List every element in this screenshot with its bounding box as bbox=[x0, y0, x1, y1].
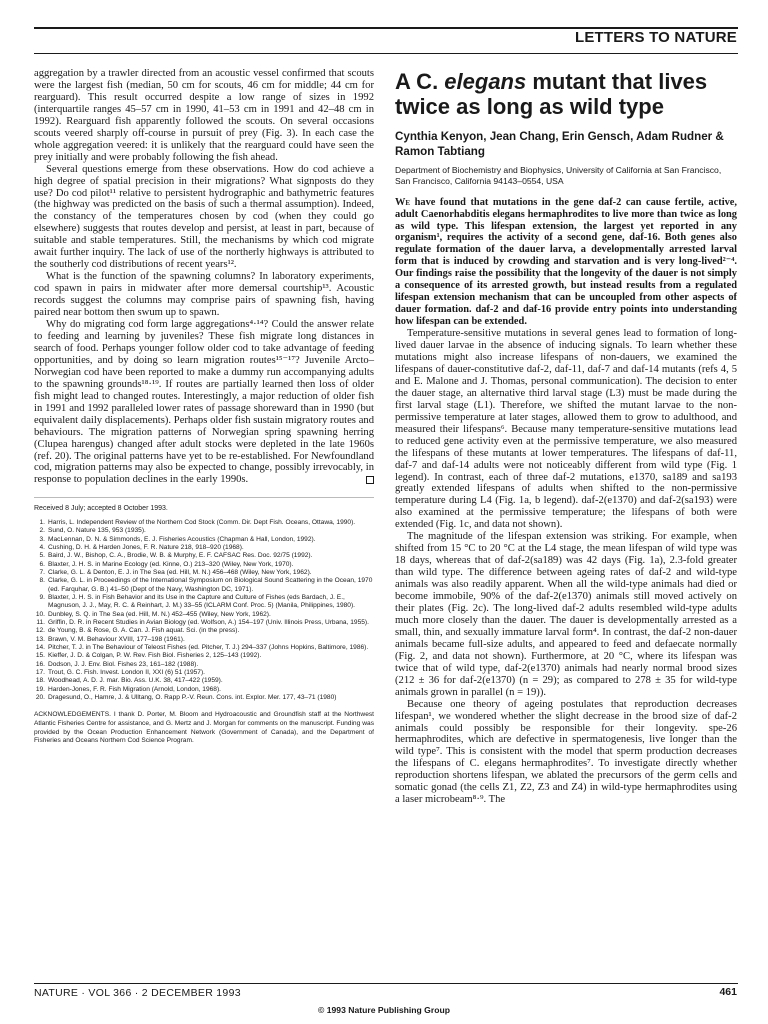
reference-text: Sund, O. Nature 135, 953 (1935). bbox=[48, 527, 146, 535]
reference-number: 16. bbox=[35, 660, 45, 668]
footer-rule bbox=[34, 983, 738, 984]
reference-text: Blaxter, J. H. S. in Marine Ecology (ed. Kinne, O.) 213–320 (Wiley, New York, 1970). bbox=[48, 560, 294, 568]
reference-text: Harris, L. Independent Review of the Northern Cod Stock (Comm. Dir. Dept Fish. Oceans, Ottawa, 1990). bbox=[48, 518, 356, 526]
reference-item bbox=[34, 594, 374, 611]
reference-text: Griffin, D. R. in Recent Studies in Avian Biology (ed. Wolfson, A.) 154–197 (Univ. Illinois Press, Urbana, 1955). bbox=[48, 618, 369, 626]
reference-item bbox=[34, 619, 374, 627]
copyright-line: © 1993 Nature Publishing Group bbox=[318, 1005, 450, 1015]
reference-number: 15. bbox=[35, 652, 45, 660]
reference-number: 14. bbox=[35, 644, 45, 652]
reference-item bbox=[34, 652, 374, 660]
reference-item bbox=[34, 544, 374, 552]
reference-item bbox=[34, 644, 374, 652]
received-line: Received 8 July; accepted 8 October 1993. bbox=[34, 497, 374, 514]
header-rule bbox=[34, 53, 738, 54]
reference-number: 17. bbox=[35, 669, 45, 677]
reference-item bbox=[34, 561, 374, 569]
reference-number: 18. bbox=[35, 677, 45, 685]
reference-item bbox=[34, 694, 374, 702]
reference-text: de Young, B. & Rose, G. A. Can. J. Fish aquat. Sci. (in the press). bbox=[48, 627, 240, 635]
reference-text: Harden-Jones, F. R. Fish Migration (Arnold, London, 1968). bbox=[48, 685, 221, 693]
article-paragraph: Because one theory of ageing postulates that reproduction decreases lifespan¹, we wondered whether the slight decrease in the brood size of daf-2 animals could possibly be responsible for their longevity. spe-26 hermaphrodites, which are defective in spermatogenesis, live longer than the wild type⁷. This is consistent with the model that sperm production decreases the lifespans of C. elegans hermaphrodites⁷. To investigate directly whether reproduction shortens lifespan, we ablated the precursors of the germ cells and somatic gonad (the cells Z1, Z2, Z3 and Z4) in wild-type hermaphrodites using a laser microbeam⁸·⁹. The bbox=[395, 698, 737, 806]
reference-item bbox=[34, 577, 374, 594]
reference-text: Trout, G. C. Fish. Invest. London II, XXI (6) 51 (1957). bbox=[48, 669, 205, 677]
left-paragraph: What is the function of the spawning columns? In laboratory experiments, cod spawn in pairs in midwater after more demersal courtship¹³. Acoustic records suggest the columns may comprise pairs of spawning fish, having paired near bottom then swum up to spawn. bbox=[34, 271, 374, 319]
reference-number: 10. bbox=[35, 610, 45, 618]
reference-number: 7. bbox=[39, 568, 45, 576]
reference-text: Clarke, G. L. in Proceedings of the International Symposium on Biological Sound Scattering in the Ocean, 1970 (ed. Farquhar, G. B.) 41–50 (Dept of the Navy, Washington DC, 1971). bbox=[48, 577, 373, 593]
article-body bbox=[395, 328, 737, 806]
reference-text: Dodson, J. J. Env. Biol. Fishes 23, 161–182 (1988). bbox=[48, 660, 199, 668]
reference-item bbox=[34, 686, 374, 694]
reference-text: Brawn, V. M. Behaviour XVIII, 177–198 (1961). bbox=[48, 635, 185, 643]
reference-number: 20. bbox=[35, 694, 45, 702]
left-paragraph-last bbox=[34, 319, 374, 486]
article-abstract bbox=[395, 197, 737, 328]
reference-item bbox=[34, 677, 374, 685]
reference-number: 3. bbox=[39, 535, 45, 543]
reference-text: Kieffer, J. D. & Colgan, P. W. Rev. Fish Biol. Fisheries 2, 125–143 (1992). bbox=[48, 652, 262, 660]
reference-item bbox=[34, 569, 374, 577]
article-paragraph: Temperature-sensitive mutations in several genes lead to formation of long-lived dauer larvae in the absence of inducing signals. To learn whether these mutations might also increase lifespans of non-dauers, we examined the lifespans of dauer-constitutive daf-2, daf-11, daf-7 and daf-14 mutants (refs 4, 5 and E. Malone and J. Thomas, personal communication). The decision to enter the dauer stage, an alternative third larval stage (L3) must be made during the first larval stage (L1). Therefore, we shifted the mutant larvae to the non-permissive temperature at later stages, allowed them to grow to adulthood, and measured their lifespans⁶. Because many temperature-sensitive mutations lead to reduced gene activity even at the permissive temperature, we also measured the lifespans of these mutants at lower temperatures. The lifespans of daf-11, daf-7 and daf-14 adults were not noticeably different from wild type (Fig. 1 legend). In contrast, each of three daf-2 mutations, e1370, sa189 and sa193 greatly extended lifespans of adults when shifted to the non-permissive temperature during L4 (Fig. 1a, b legend). daf-2(e1370) and daf-2(sa193) were also examined at the permissive temperature; the lifespans of both were extended (Fig. 1c, and data not shown). bbox=[395, 328, 737, 531]
left-paragraph: Several questions emerge from these observations. How do cod achieve a high degree of spatial precision in their migrations? What signposts do they use? Do cod pilot¹¹ relative to persistent hydrographic and bathymetric features (the highway was predicted on the basis of such a thermal assumption). Indeed, the constancy of the temperatures chosen by cod (when they could go elsewhere) suggests that routes develop and persist, at least in part, because of suitable and stable temperatures. Still, the mechanisms by which cod migrate await further inquiry. The lack of use of the northerly highways is attributed to the southerly cod distributions of recent years¹². bbox=[34, 163, 374, 271]
reference-number: 2. bbox=[39, 527, 45, 535]
article-title-species: elegans bbox=[444, 69, 527, 94]
references-list bbox=[34, 519, 374, 703]
reference-item bbox=[34, 627, 374, 635]
reference-item bbox=[34, 611, 374, 619]
left-paragraph-text: Why do migrating cod form large aggregations⁴·¹⁴? Could the answer relate to feeding and learning by juveniles? These fish migrate long distances in search of food. Perhaps younger follow older cod to take advantage of feeding opportunities, and by doing so learn migration routes¹⁵⁻¹⁷? Juvenile Arcto–Norwegian cod have been reported to make a dummy run accompanying adults to the spawning grounds¹⁸·¹⁹. If routes are partially learned then loss of older fish might lead to changed routes. Interestingly, a major reduction of older fish in 1991 and 1992 paralleled lower rates of passage shoreward than in 1990 (but equivalent daily displacements). Perhaps older fish sustain migratory routes and behaviours. The migration patterns of Norwegian spring spawning herring (Clupea harengus) changed after adult stocks were depleted in the late 1960s (ref. 20). The original patterns have yet to be re-established. For Newfoundland cod, migration patterns may also be expected to change, possibly irrevocably, in response to population declines in the early 1990s. bbox=[34, 319, 374, 486]
left-body-text bbox=[34, 68, 374, 486]
reference-item bbox=[34, 552, 374, 560]
left-paragraph: aggregation by a trawler directed from an acoustic vessel confirmed that scouts were the largest fish (median, 50 cm for scouts, 46 cm for middle; 44 cm for rearguard). This result occurred despite a low range of sizes in 1992 (interquartile ranges 45–57 cm in 1990, 41–53 cm in 1991 and 42–48 cm in 1992). Rearguard fish apparently followed the scouts. On several occasions scouts veered sharply off-course in pursuit of prey (Fig. 3). In each case the whole aggregation veered: it is unlikely that the rearguard could have seen the prey initially and were probably following the fish ahead. bbox=[34, 68, 374, 163]
reference-text: Dragesund, O., Hamre, J. & Ulltang, O. Rapp P.-V. Reun. Cons. int. Explor. Mer. 177, 43–71 (1980) bbox=[48, 694, 337, 702]
reference-text: Blaxter, J. H. S. in Fish Behavior and its Use in the Capture and Culture of Fishes (eds Bardach, J. E., Magnuson, J. J., May, R. C. & Reinhart, J. M.) 33–55 (ICLARM Conf. Proc. 5) (Manila, Philippines, 1980). bbox=[48, 593, 355, 610]
right-column bbox=[395, 68, 737, 806]
journal-citation-line: NATURE · VOL 366 · 2 DECEMBER 1993 bbox=[34, 987, 241, 999]
reference-number: 1. bbox=[39, 518, 45, 526]
reference-number: 12. bbox=[35, 627, 45, 635]
reference-item bbox=[34, 519, 374, 527]
reference-text: MacLennan, D. N. & Simmonds, E. J. Fisheries Acoustics (Chapman & Hall, London, 1992). bbox=[48, 535, 316, 543]
section-title: LETTERS TO NATURE bbox=[574, 29, 737, 46]
reference-text: Pitcher, T. J. in The Behaviour of Teleost Fishes (ed. Pitcher, T. J.) 294–337 (Johns Hopkins, Baltimore, 1986). bbox=[48, 644, 369, 652]
reference-text: Dunbley, S. Q. in The Sea (ed. Hill, M. N.) 452–455 (Wiley, New York, 1962). bbox=[48, 610, 271, 618]
reference-item bbox=[34, 536, 374, 544]
article-authors: Cynthia Kenyon, Jean Chang, Erin Gensch, Adam Rudner & Ramon Tabtiang bbox=[395, 130, 724, 158]
article-title-prefix: A C. bbox=[395, 69, 445, 94]
article-title bbox=[395, 69, 737, 119]
reference-item bbox=[34, 636, 374, 644]
page-number: 461 bbox=[719, 986, 737, 998]
reference-item bbox=[34, 527, 374, 535]
reference-item bbox=[34, 669, 374, 677]
reference-number: 4. bbox=[39, 543, 45, 551]
article-title-suffix: mutant that lives twice as long as wild type bbox=[395, 69, 708, 119]
reference-number: 13. bbox=[35, 635, 45, 643]
reference-number: 6. bbox=[39, 560, 45, 568]
abstract-lead-word: We bbox=[395, 196, 411, 208]
reference-number: 11. bbox=[36, 618, 45, 626]
article-paragraph: The magnitude of the lifespan extension was striking. For example, when shifted from 15 °C to 20 °C at the L4 stage, the mean lifespan of wild type was 18 days, whereas that of daf-2(sa189) was 42 days (Fig. 1a), 2.3-fold greater than wild type. The difference between ageing rates of daf-2 and wild-type animals was also readily apparent. When all the wild-type animals had died or become immobile, 90% of the daf-2(e1370) animals still moved actively on their plates (Fig. 2c). The long-lived daf-2 adults resembled wild-type adults much more closely than the dauer. The dauer is developmentally arrested as a small, thin, and sexually immature larval form⁴. In contrast, the daf-2 non-dauer animals became full-size adults, and appeared to feed and defaecate normally (Fig. 2, and data not shown). Furthermore, at 20 °C, where its lifespan was twice that of wild type, daf-2(e1370) animals had nearly normal brood sizes (212 ± 36 for daf-2(e1370) (n = 29); as compared to 278 ± 35 for wild-type animals grown in parallel (n = 19)). bbox=[395, 531, 737, 698]
acknowledgements: ACKNOWLEDGEMENTS. I thank D. Porter, M. Bloom and Hydroacoustic and Groundfish staff at the Northwest Atlantic Fisheries Centre for assistance, and G. Mertz and J. Morgan for comments on the manuscript. Funding was provided by the Ocean Production Enhancement Network (Government of Canada), and the Department of Fisheries and Oceans Northern Cod Science Program. bbox=[34, 711, 374, 745]
left-column bbox=[34, 68, 374, 746]
reference-text: Clarke, G. L. & Denton, E. J. in The Sea (ed. Hill, M. N.) 456–468 (Wiley, New York, 1962). bbox=[48, 568, 312, 576]
reference-item bbox=[34, 661, 374, 669]
article-affiliation: Department of Biochemistry and Biophysics, University of California at San Francisco, San Francisco, California 94143–0554, USA bbox=[395, 165, 722, 187]
reference-text: Baird, J. W., Bishop, C. A., Brodie, W. B. & Murphy, E. F. CAFSAC Res. Doc. 92/75 (1992). bbox=[48, 552, 313, 560]
reference-number: 8. bbox=[39, 577, 45, 585]
reference-number: 19. bbox=[35, 685, 45, 693]
reference-number: 9. bbox=[39, 593, 45, 601]
reference-text: Cushing, D. H. & Harden Jones, F. R. Nature 218, 918–920 (1968). bbox=[48, 543, 244, 551]
reference-number: 5. bbox=[39, 552, 45, 560]
abstract-text: have found that mutations in the gene daf-2 can cause fertile, active, adult Caenorhabditis elegans hermaphrodites to live more than twice as long as wild type. This lifespan extension, the largest yet reported in any organism¹, requires the activity of a second gene, daf-16. Both genes also regulate formation of the dauer larva, a developmentally arrested larval form that is induced by crowding and starvation and is very long-lived²⁻⁴. Our findings raise the possibility that the longevity of the dauer is not simply a consequence of its arrested growth, but instead results from a regulated lifespan extension mechanism that can be uncoupled from other aspects of dauer formation. daf-2 and daf-16 provide entry points into understanding how lifespan can be extended. bbox=[395, 196, 737, 328]
end-of-article-mark bbox=[366, 476, 374, 484]
reference-text: Woodhead, A. D. J. mar. Bio. Ass. U.K. 38, 417–422 (1959). bbox=[48, 677, 223, 685]
